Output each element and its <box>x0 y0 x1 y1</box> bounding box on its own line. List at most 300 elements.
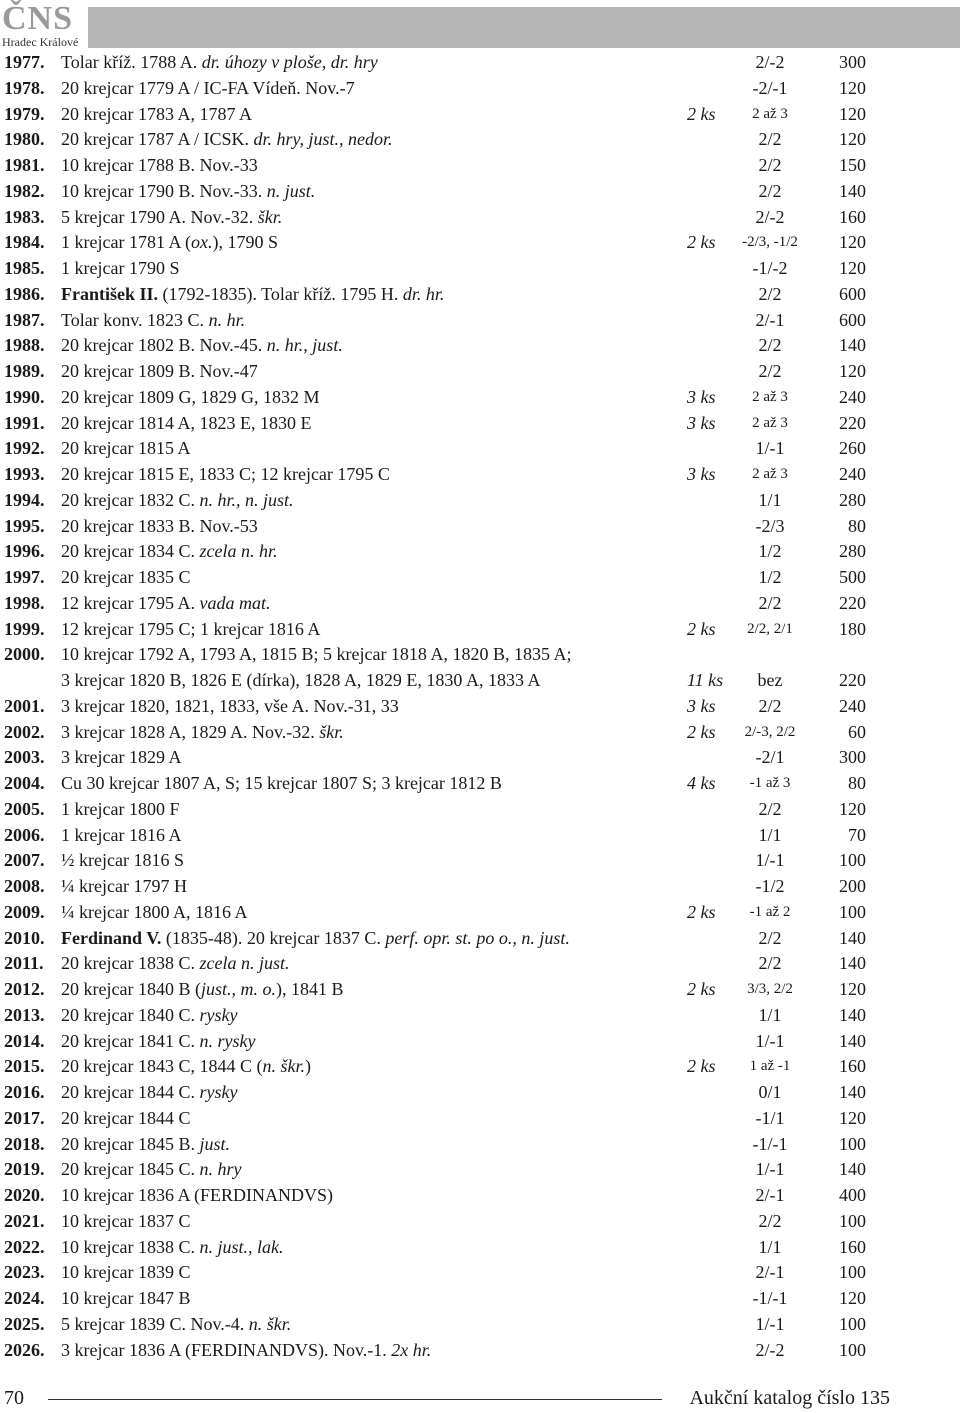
description-text: ) <box>304 1056 311 1077</box>
description-text: 10 krejcar 1788 B. Nov.-33 <box>61 155 258 175</box>
lot-quantity: 3 ks <box>687 412 716 433</box>
lot-quantity: 2 ks <box>687 979 716 999</box>
lot-grade: 2/-2 <box>755 52 785 72</box>
lot-grade: 2/2 <box>758 129 782 150</box>
lot-row <box>0 462 960 488</box>
lot-price: 70 <box>848 824 866 845</box>
lot-description <box>61 514 258 540</box>
description-text: ), 1841 B <box>275 979 344 999</box>
footer-rule <box>48 1399 662 1400</box>
condition-note: 2x hr. <box>391 1339 432 1360</box>
lot-price: 120 <box>839 129 866 150</box>
lot-description <box>61 385 319 411</box>
lot-row <box>0 1003 960 1029</box>
lot-row <box>0 1054 960 1080</box>
lot-price: 240 <box>839 386 866 407</box>
lot-price: 100 <box>839 1339 866 1360</box>
lot-number: 1980. <box>4 129 45 150</box>
lot-grade: 2/-2 <box>755 1339 785 1360</box>
description-text: Cu 30 krejcar 1807 A, S; 15 krejcar 1807 S; 3 krejcar 1812 B <box>61 773 502 793</box>
lot-description <box>61 282 444 308</box>
lot-grade: 2/2 <box>758 361 782 381</box>
condition-note: n. hry <box>199 1159 242 1180</box>
lot-price: 150 <box>839 155 866 175</box>
lot-row <box>0 823 960 849</box>
lot-number: 2004. <box>4 773 45 793</box>
description-text: 20 krejcar 1802 B. Nov.-45. <box>61 335 267 356</box>
description-text: 12 krejcar 1795 C; 1 krejcar 1816 A <box>61 618 321 639</box>
description-text: ¼ krejcar 1800 A, 1816 A <box>61 901 248 922</box>
description-text: Tolar kříž. 1788 A. <box>61 52 202 72</box>
description-text: 3 krejcar 1820 B, 1826 E (dírka), 1828 A, 1829 E, 1830 A, 1833 A <box>61 670 541 690</box>
lot-description <box>61 50 378 76</box>
description-text: 10 krejcar 1839 C <box>61 1262 191 1283</box>
description-text: 10 krejcar 1836 A (FERDINANDVS) <box>61 1185 333 1205</box>
lot-grade: 2/2 <box>758 155 782 175</box>
page-header <box>0 0 960 50</box>
lot-number: 1999. <box>4 618 45 639</box>
lot-grade: -2/1 <box>755 747 785 768</box>
lot-row <box>0 127 960 153</box>
lot-description <box>61 333 343 359</box>
lot-number: 2021. <box>4 1210 45 1231</box>
lot-quantity: 3 ks <box>687 464 716 484</box>
lot-number: 2001. <box>4 695 45 716</box>
description-text: 1 krejcar 1781 A ( <box>61 232 191 253</box>
lot-row <box>0 720 960 746</box>
lot-grade: 2/2, 2/1 <box>747 620 793 637</box>
description-text: 12 krejcar 1795 A. <box>61 592 200 613</box>
lot-price: 60 <box>848 721 866 742</box>
lot-number: 1982. <box>4 180 45 201</box>
condition-note: škr. <box>257 206 283 227</box>
lot-description <box>61 436 190 462</box>
condition-note: ox. <box>190 232 213 253</box>
lot-quantity: 4 ks <box>687 773 716 793</box>
description-text: ½ krejcar 1816 S <box>61 850 184 871</box>
lot-grade: 1/1 <box>758 1004 782 1025</box>
lot-description <box>61 359 258 385</box>
lot-number: 1978. <box>4 77 45 98</box>
condition-note: škr. <box>319 721 344 742</box>
lot-row <box>0 900 960 926</box>
lot-grade: 2/2 <box>758 695 782 716</box>
lot-description <box>61 926 570 952</box>
description-text: ¼ krejcar 1797 H <box>61 876 187 896</box>
description-text: 10 krejcar 1847 B <box>61 1288 191 1308</box>
lot-description <box>61 848 184 874</box>
lot-price: 120 <box>839 979 866 999</box>
condition-note: n. hr., n. just. <box>199 489 294 510</box>
lot-number: 2006. <box>4 824 45 845</box>
lot-number: 2017. <box>4 1107 45 1128</box>
lot-row <box>0 102 960 128</box>
lot-row <box>0 1312 960 1338</box>
condition-note: n. škr. <box>248 1313 292 1334</box>
lot-quantity: 3 ks <box>687 386 716 407</box>
lot-grade: 2/2 <box>758 592 782 613</box>
lot-description <box>61 977 343 1003</box>
lot-quantity: 11 ks <box>687 670 724 690</box>
lot-number: 2002. <box>4 721 45 742</box>
lot-row <box>0 333 960 359</box>
lot-row <box>0 256 960 282</box>
description-text: 20 krejcar 1815 A <box>61 438 191 459</box>
lot-row <box>0 745 960 771</box>
lot-number: 2003. <box>4 747 45 768</box>
lot-row <box>0 230 960 256</box>
ruler-name: František II. <box>61 283 159 304</box>
lot-number: 1983. <box>4 206 45 227</box>
lot-number: 2020. <box>4 1185 45 1205</box>
lot-price: 160 <box>839 206 866 227</box>
lot-row <box>0 874 960 900</box>
lot-grade: 2/2 <box>758 1210 782 1231</box>
lot-grade: 2/2 <box>758 798 782 819</box>
lot-row <box>0 50 960 76</box>
lot-description <box>61 1338 431 1364</box>
lot-number: 1998. <box>4 592 45 613</box>
lot-row <box>0 76 960 102</box>
lot-description <box>61 745 181 771</box>
lot-grade: 1/1 <box>758 489 782 510</box>
lot-grade: -2/3 <box>755 515 785 536</box>
description-text: 20 krejcar 1841 C. <box>61 1030 200 1051</box>
lot-number: 1996. <box>4 541 45 562</box>
description-text: 20 krejcar 1783 A, 1787 A <box>61 103 252 124</box>
lot-row <box>0 385 960 411</box>
lot-row <box>0 308 960 334</box>
description-text: ), 1790 S <box>212 232 278 253</box>
lot-number: 2013. <box>4 1004 45 1025</box>
lot-row <box>0 539 960 565</box>
lot-grade: 1/2 <box>758 541 782 562</box>
lot-price: 120 <box>839 258 866 278</box>
page-footer <box>0 1385 960 1413</box>
lot-description <box>61 1260 190 1286</box>
lot-grade: 2/-2 <box>755 206 785 227</box>
lot-grade: 2 až 3 <box>752 466 788 482</box>
condition-note: n. hr., just. <box>266 335 343 356</box>
lot-description <box>61 771 502 797</box>
lot-number: 2005. <box>4 798 45 819</box>
lot-row <box>0 1106 960 1132</box>
lot-description <box>61 565 190 591</box>
lot-grade: 1/2 <box>758 567 782 587</box>
lot-price: 220 <box>839 670 866 690</box>
lot-price: 600 <box>839 283 866 304</box>
lot-quantity: 2 ks <box>687 901 716 922</box>
lot-price: 140 <box>839 1159 866 1180</box>
lot-price: 500 <box>839 567 866 587</box>
lot-grade: 1/1 <box>758 1236 782 1257</box>
lot-price: 120 <box>839 1288 866 1308</box>
lot-description <box>61 256 179 282</box>
lot-number: 1979. <box>4 103 45 124</box>
lot-grade: 2/-1 <box>755 1262 785 1283</box>
lot-number: 1977. <box>4 52 45 72</box>
lot-description <box>61 1286 190 1312</box>
lot-description <box>61 462 390 488</box>
condition-note: rysky <box>199 1082 238 1102</box>
lot-description <box>61 797 179 823</box>
lot-price: 160 <box>839 1236 866 1257</box>
lot-grade: 2/2 <box>758 180 782 201</box>
condition-note: vada mat. <box>199 592 271 613</box>
lot-grade: -1/2 <box>755 876 785 896</box>
lot-row <box>0 771 960 797</box>
lot-price: 100 <box>839 1133 866 1154</box>
lot-row <box>0 488 960 514</box>
lot-number: 1989. <box>4 361 45 381</box>
lot-description <box>61 1209 190 1235</box>
condition-note: perf. opr. st. po o., n. just. <box>385 927 570 948</box>
lot-number: 2008. <box>4 876 45 896</box>
lot-grade: 2 až 3 <box>752 414 788 431</box>
lot-row <box>0 411 960 437</box>
lot-number: 2011. <box>4 953 44 974</box>
lot-row <box>0 642 960 668</box>
lot-number: 2025. <box>4 1313 45 1334</box>
lot-row <box>0 1209 960 1235</box>
lot-price: 120 <box>839 232 866 253</box>
lot-description <box>61 823 181 849</box>
lot-description <box>61 1106 190 1132</box>
description-text: 5 krejcar 1839 C. Nov.-4. <box>61 1313 249 1334</box>
lot-quantity: 3 ks <box>687 695 716 716</box>
lot-number: 2026. <box>4 1339 45 1360</box>
ruler-name: Ferdinand V. <box>61 927 162 948</box>
lot-price: 240 <box>839 464 866 484</box>
lot-description <box>61 591 270 617</box>
lot-price: 600 <box>839 309 866 330</box>
condition-note: n. hr. <box>208 309 246 330</box>
condition-note: n. škr. <box>262 1056 305 1077</box>
lot-quantity: 2 ks <box>687 721 716 742</box>
description-text: 20 krejcar 1835 C <box>61 567 191 587</box>
condition-note: just. <box>199 1133 230 1154</box>
lot-row <box>0 1183 960 1209</box>
lot-price: 160 <box>839 1056 866 1077</box>
lot-number: 2009. <box>4 901 45 922</box>
description-text: 1 krejcar 1790 S <box>61 258 180 278</box>
condition-note: dr. úhozy v ploše, dr. hry <box>201 52 378 72</box>
lot-price: 140 <box>839 1004 866 1025</box>
lot-price: 100 <box>839 1313 866 1334</box>
description-text: 20 krejcar 1845 B. <box>61 1133 200 1154</box>
lot-quantity: 2 ks <box>687 103 716 124</box>
lot-price: 100 <box>839 1262 866 1283</box>
lot-row <box>0 694 960 720</box>
lot-price: 120 <box>839 361 866 381</box>
page-number: 70 <box>4 1387 24 1409</box>
lot-row <box>0 591 960 617</box>
lot-row <box>0 179 960 205</box>
lot-price: 120 <box>839 798 866 819</box>
lot-price: 400 <box>839 1185 866 1205</box>
lot-price: 280 <box>839 541 866 562</box>
lot-grade: 1/1 <box>758 824 782 845</box>
lot-description <box>61 1054 311 1080</box>
lot-grade: -1 až 2 <box>749 903 791 920</box>
description-text: 20 krejcar 1833 B. Nov.-53 <box>61 515 258 536</box>
description-text: 20 krejcar 1844 C. <box>61 1082 200 1102</box>
lot-row <box>0 668 960 694</box>
condition-note: n. just., lak. <box>199 1236 284 1257</box>
lot-number: 1997. <box>4 567 45 587</box>
description-text: 1 krejcar 1800 F <box>61 798 180 819</box>
lot-number: 2023. <box>4 1262 45 1283</box>
lot-number: 1991. <box>4 412 45 433</box>
lot-description <box>61 1183 333 1209</box>
lot-grade: 1/-1 <box>755 1313 785 1334</box>
description-text: 20 krejcar 1809 B. Nov.-47 <box>61 361 258 381</box>
header-bar <box>88 7 960 48</box>
description-text: 10 krejcar 1790 B. Nov.-33. <box>61 180 267 201</box>
lot-price: 140 <box>839 1082 866 1102</box>
lot-grade: bez <box>757 670 783 690</box>
lot-grade: -1/-2 <box>752 258 788 278</box>
lot-grade: -1/-1 <box>752 1133 788 1154</box>
description-text: 3 krejcar 1829 A <box>61 747 182 768</box>
lot-row <box>0 1080 960 1106</box>
condition-note: zcela n. hr. <box>199 541 278 562</box>
lot-price: 80 <box>848 515 866 536</box>
condition-note: n. rysky <box>199 1030 256 1051</box>
description-text: 3 krejcar 1828 A, 1829 A. Nov.-32. <box>61 721 320 742</box>
lot-number: 1981. <box>4 155 45 175</box>
lot-description <box>61 539 277 565</box>
lot-description <box>61 694 399 720</box>
lot-grade: 1 až -1 <box>749 1058 791 1075</box>
lot-row <box>0 797 960 823</box>
lot-grade: 2/-1 <box>755 309 785 330</box>
logo-mark: ČNS <box>2 0 74 37</box>
lot-number: 1986. <box>4 283 45 304</box>
description-text: 20 krejcar 1844 C <box>61 1107 191 1128</box>
description-text: 10 krejcar 1837 C <box>61 1210 191 1231</box>
lot-number: 2024. <box>4 1288 45 1308</box>
description-text: 20 krejcar 1779 A / IC-FA Vídeň. Nov.-7 <box>61 77 355 98</box>
lot-price: 100 <box>839 901 866 922</box>
lot-price: 240 <box>839 695 866 716</box>
lot-grade: -1 až 3 <box>749 775 791 791</box>
logo-subtitle: Hradec Králové <box>2 35 79 49</box>
lot-number: 2022. <box>4 1236 45 1257</box>
description-text: 20 krejcar 1843 C, 1844 C ( <box>61 1056 263 1077</box>
lot-price: 100 <box>839 850 866 871</box>
lot-price: 220 <box>839 412 866 433</box>
lot-grade: 2/2 <box>758 335 782 356</box>
lot-row <box>0 514 960 540</box>
lot-price: 140 <box>839 953 866 974</box>
lot-grade: 1/-1 <box>755 1159 785 1180</box>
lot-grade: 2/2 <box>758 283 782 304</box>
description-text: (1835-48). 20 krejcar 1837 C. <box>161 927 386 948</box>
lot-description <box>61 1157 241 1183</box>
lot-row <box>0 1157 960 1183</box>
lot-row <box>0 1260 960 1286</box>
description-text: (1792-1835). Tolar kříž. 1795 H. <box>158 283 403 304</box>
description-text: 20 krejcar 1840 C. <box>61 1004 200 1025</box>
lot-number: 2010. <box>4 927 45 948</box>
lot-description <box>61 1132 230 1158</box>
description-text: 10 krejcar 1838 C. <box>61 1236 200 1257</box>
lot-number: 1994. <box>4 489 45 510</box>
lot-price: 260 <box>839 438 866 459</box>
description-text: 20 krejcar 1840 B ( <box>61 979 201 999</box>
lot-row <box>0 436 960 462</box>
lot-number: 2007. <box>4 850 45 871</box>
lot-description <box>61 874 187 900</box>
description-text: 10 krejcar 1792 A, 1793 A, 1815 B; 5 krejcar 1818 A, 1820 B, 1835 A; <box>61 644 572 665</box>
lot-grade: 1/-1 <box>755 850 785 871</box>
lot-price: 80 <box>848 773 866 793</box>
lot-number: 2012. <box>4 979 45 999</box>
description-text: 3 krejcar 1836 A (FERDINANDVS). Nov.-1. <box>61 1339 392 1360</box>
lot-row <box>0 926 960 952</box>
description-text: 20 krejcar 1832 C. <box>61 489 200 510</box>
lot-description <box>61 1080 237 1106</box>
lot-number: 1987. <box>4 309 45 330</box>
lot-number: 2018. <box>4 1133 45 1154</box>
lot-number: 1995. <box>4 515 45 536</box>
lot-grade: 2 až 3 <box>752 105 788 122</box>
lot-description <box>61 1312 291 1338</box>
lot-grade: 1/-1 <box>755 438 785 459</box>
lot-description <box>61 951 289 977</box>
lot-row <box>0 977 960 1003</box>
description-text: Tolar konv. 1823 C. <box>61 309 209 330</box>
lot-description <box>61 76 355 102</box>
lot-description <box>61 1003 237 1029</box>
lot-row <box>0 1132 960 1158</box>
lot-quantity: 2 ks <box>687 1056 716 1077</box>
lot-price: 300 <box>839 52 866 72</box>
lot-number: 1985. <box>4 258 45 278</box>
lot-description <box>61 230 278 256</box>
lot-row <box>0 1029 960 1055</box>
lot-quantity: 2 ks <box>687 232 716 253</box>
lot-price: 140 <box>839 927 866 948</box>
description-text: 20 krejcar 1787 A / ICSK. <box>61 129 254 150</box>
lot-grade: 3/3, 2/2 <box>747 981 793 997</box>
lot-price: 200 <box>839 876 866 896</box>
lot-grade: 2/-3, 2/2 <box>744 723 796 740</box>
lot-row <box>0 359 960 385</box>
lot-description <box>61 900 247 926</box>
description-text: 1 krejcar 1816 A <box>61 824 182 845</box>
lot-description <box>61 102 252 128</box>
description-text: 3 krejcar 1820, 1821, 1833, vše A. Nov.-31, 33 <box>61 695 399 716</box>
lot-number: 2016. <box>4 1082 45 1102</box>
lot-row <box>0 565 960 591</box>
lot-description <box>61 1235 283 1261</box>
lot-grade: 1/-1 <box>755 1030 785 1051</box>
condition-note: zcela n. just. <box>199 953 290 974</box>
lot-number: 1993. <box>4 464 45 484</box>
catalog-title: Aukční katalog číslo 135 <box>689 1387 890 1409</box>
lot-number: 1988. <box>4 335 45 356</box>
description-text: 5 krejcar 1790 A. Nov.-32. <box>61 206 258 227</box>
lot-price: 120 <box>839 103 866 124</box>
lot-price: 280 <box>839 489 866 510</box>
lot-description <box>61 205 282 231</box>
lot-grade: -2/-1 <box>752 77 788 98</box>
lot-grade: -2/3, -1/2 <box>742 234 798 251</box>
description-text: 20 krejcar 1815 E, 1833 C; 12 krejcar 1795 C <box>61 464 390 484</box>
lot-number: 2015. <box>4 1056 45 1077</box>
